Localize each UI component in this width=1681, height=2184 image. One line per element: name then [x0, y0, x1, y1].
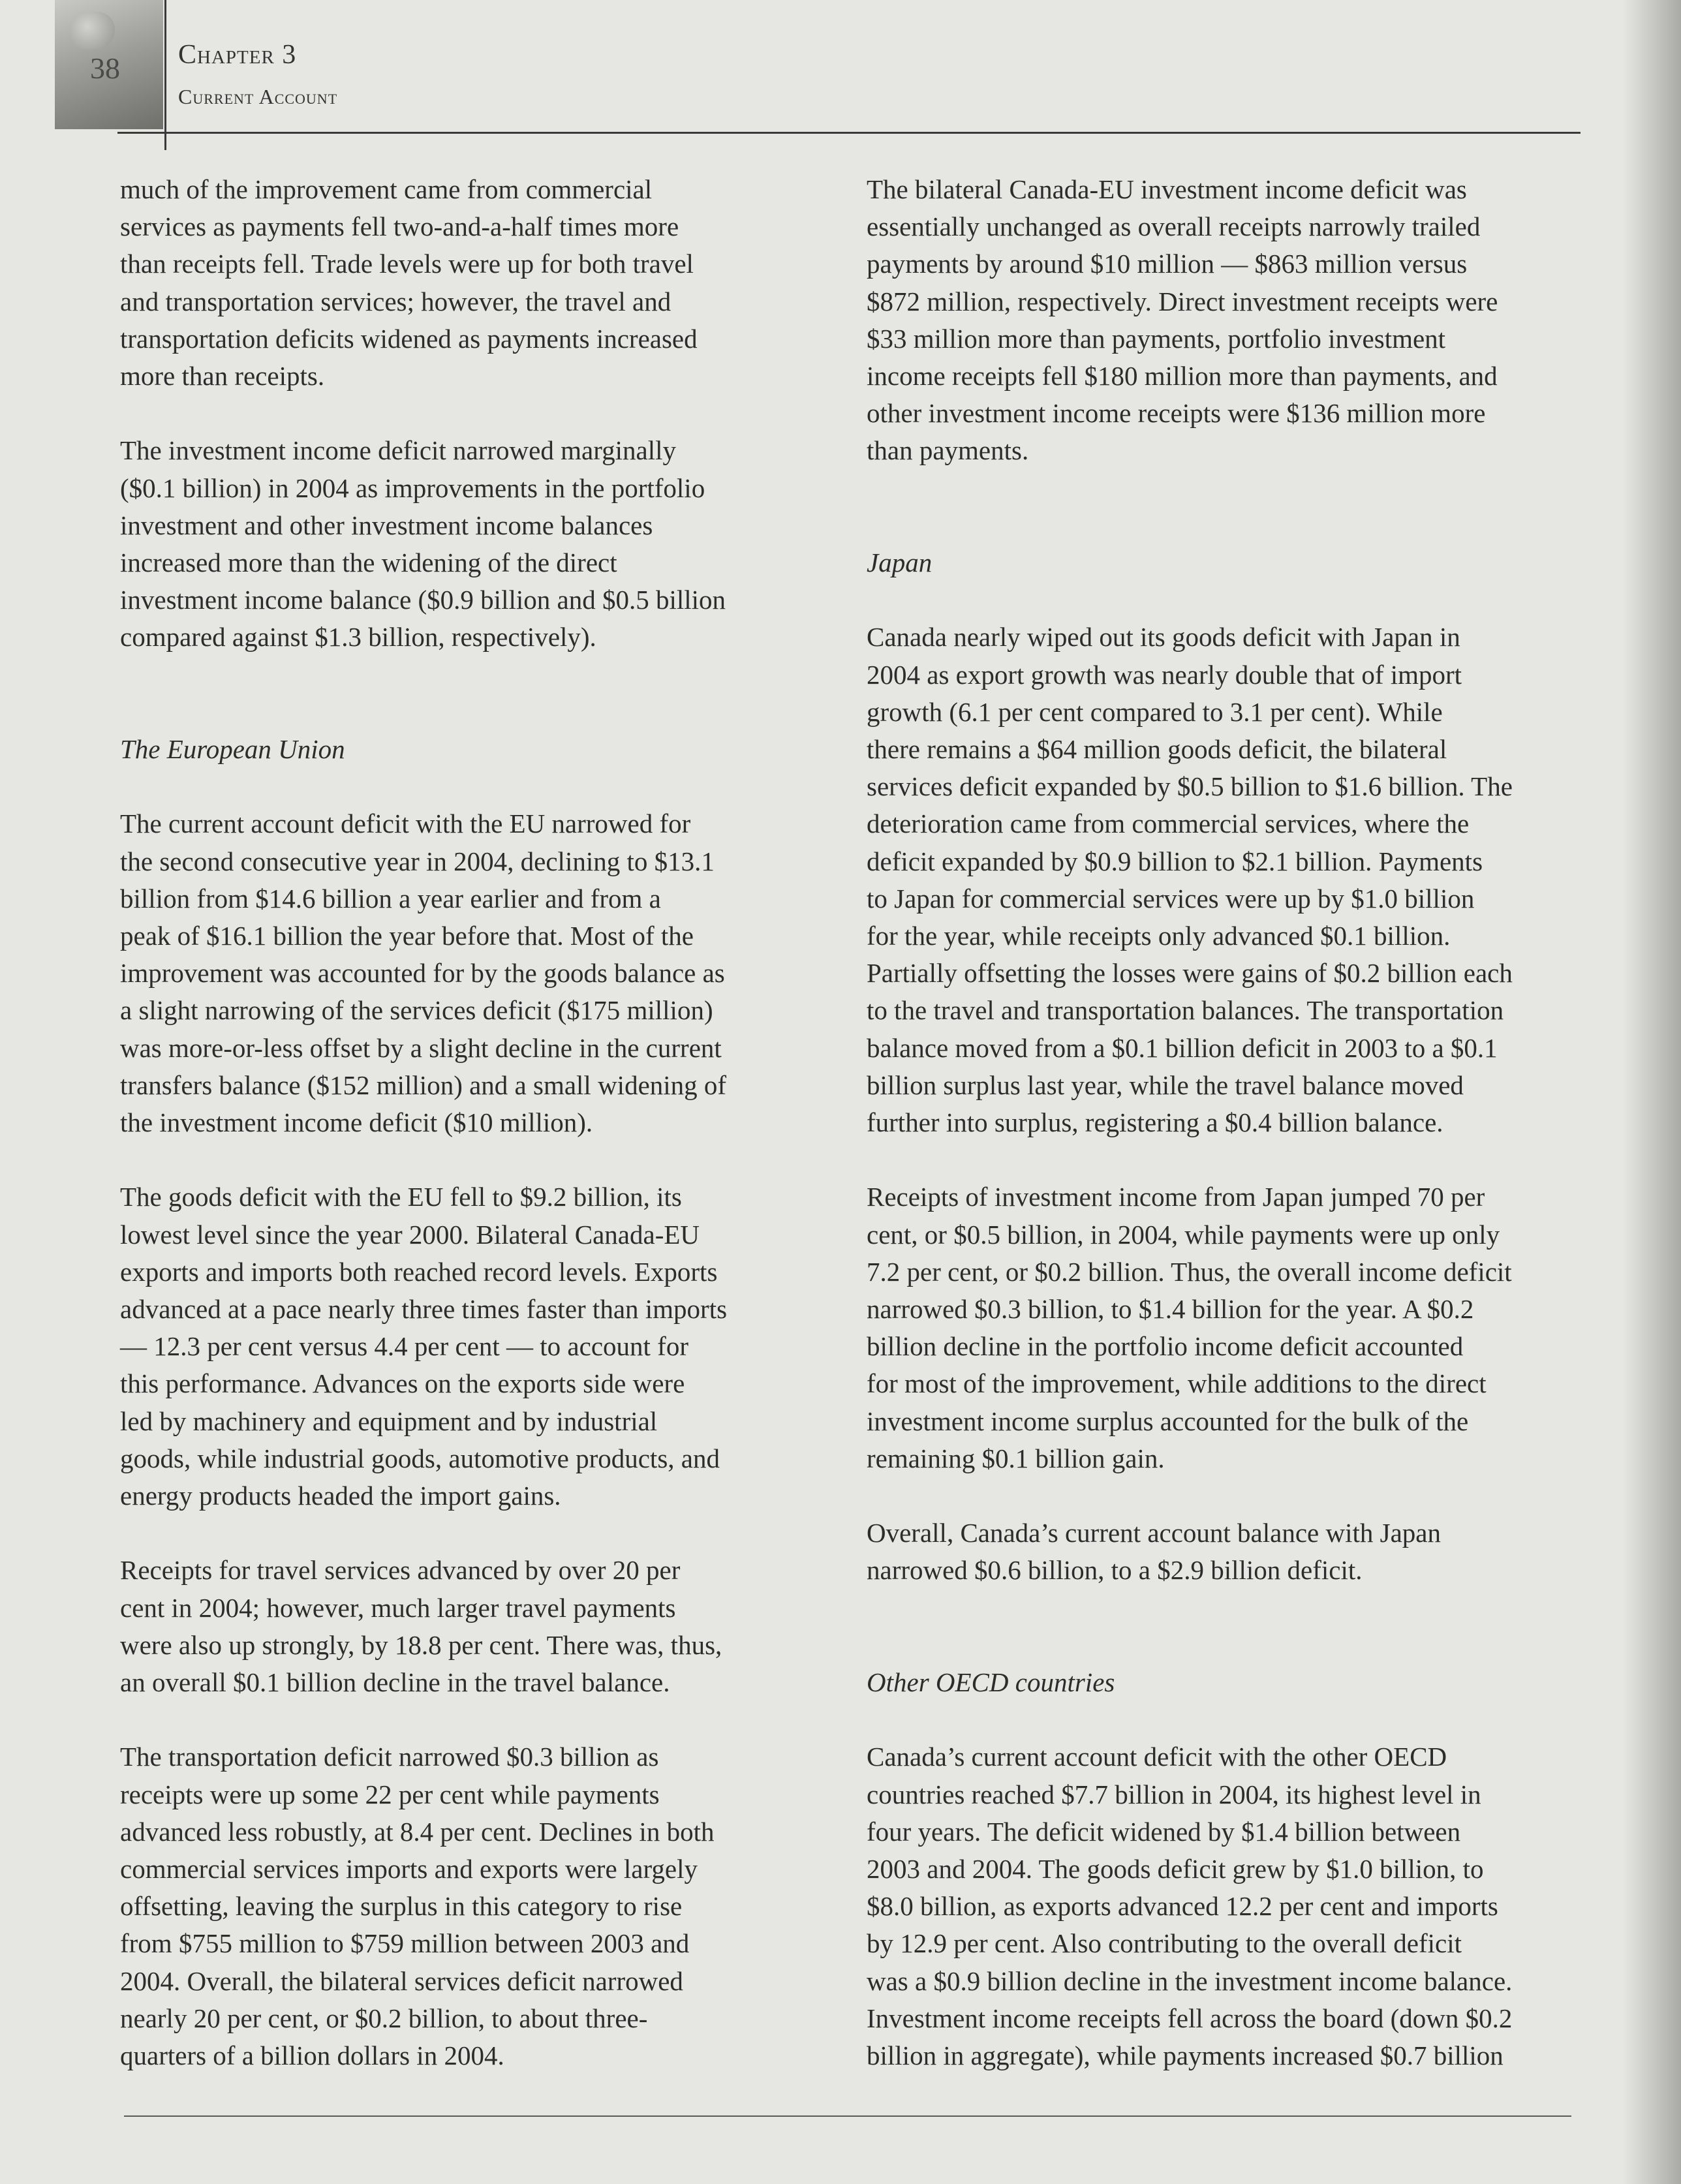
text-line: The current account deficit with the EU narrowed for [120, 808, 691, 839]
text-line: transfers balance ($152 million) and a small widening of [120, 1069, 727, 1100]
footer-rule [124, 2115, 1571, 2117]
text-line: deficit expanded by $0.9 billion to $2.1 billion. Payments [867, 846, 1483, 876]
text-line: cent in 2004; however, much larger travel payments [120, 1592, 676, 1623]
text-line: narrowed $0.3 billion, to $1.4 billion for the year. A $0.2 [867, 1294, 1474, 1325]
text-line: $33 million more than payments, portfolio investment [867, 323, 1446, 354]
text-line: billion from $14.6 billion a year earlier and from a [120, 883, 661, 914]
text-line: growth (6.1 per cent compared to 3.1 per cent). While [867, 696, 1443, 727]
photo-image [69, 12, 115, 50]
text-line: deterioration came from commercial services, where the [867, 808, 1470, 839]
text-line: to Japan for commercial services were up by $1.0 billion [867, 883, 1475, 914]
text-line: was more-or-less offset by a slight decline in the current [120, 1032, 722, 1063]
header-rule [117, 132, 1581, 134]
page-number: 38 [90, 52, 120, 85]
text-line: balance moved from a $0.1 billion deficit in 2003 to a $0.1 [867, 1032, 1498, 1063]
text-line: transportation deficits widened as payments increased [120, 323, 698, 354]
text-line: much of the improvement came from commercial [120, 174, 653, 204]
text-line: was a $0.9 billion decline in the investment income balance. [867, 1965, 1513, 1996]
text-line: increased more than the widening of the direct [120, 547, 617, 578]
text-line: compared against $1.3 billion, respectively). [120, 622, 596, 653]
text-line: for most of the improvement, while additions to the direct [867, 1368, 1487, 1399]
text-line: Overall, Canada’s current account balance with Japan [867, 1518, 1441, 1548]
text-line: essentially unchanged as overall receipts narrowly trailed [867, 211, 1481, 242]
text-line: 2004 as export growth was nearly double that of import [867, 659, 1462, 690]
text-line: investment income surplus accounted for the bulk of the [867, 1406, 1469, 1436]
text-line: billion in aggregate), while payments increased $0.7 billion [867, 2040, 1504, 2071]
paragraph-spacer [120, 768, 838, 805]
text-line: a slight narrowing of the services deficit ($175 million) [120, 995, 713, 1026]
text-line: energy products headed the import gains. [120, 1481, 561, 1511]
text-line: than payments. [867, 435, 1029, 466]
text-line: advanced at a pace nearly three times faster than imports [120, 1294, 728, 1325]
text-line: peak of $16.1 billion the year before that. Most of the [120, 921, 694, 951]
paragraph-spacer [120, 694, 838, 731]
paragraph-spacer [867, 470, 1584, 507]
text-line: billion decline in the portfolio income deficit accounted [867, 1331, 1464, 1362]
text-line: income receipts fell $180 million more than payments, and [867, 361, 1498, 392]
text-line: Partially offsetting the losses were gains of $0.2 billion each [867, 958, 1513, 989]
paragraph-spacer [867, 1590, 1584, 1627]
text-line: investment income balance ($0.9 billion and $0.5 billion [120, 585, 726, 615]
right-column [867, 171, 1584, 2074]
paragraph-spacer [120, 656, 838, 694]
text-line: were also up strongly, by 18.8 per cent. There was, thus, [120, 1629, 722, 1660]
section-heading: Japan [867, 547, 933, 577]
text-line: receipts were up some 22 per cent while payments [120, 1779, 660, 1809]
text-line: services as payments fell two-and-a-half times more [120, 211, 679, 242]
text-line: countries reached $7.7 billion in 2004, its highest level in [867, 1779, 1481, 1809]
text-line: — 12.3 per cent versus 4.4 per cent — to account for [120, 1331, 688, 1362]
text-line: commercial services imports and exports were largely [120, 1854, 698, 1884]
text-line: offsetting, leaving the surplus in this category to rise [120, 1891, 683, 1922]
text-line: an overall $0.1 billion decline in the travel balance. [120, 1667, 670, 1698]
text-line: lowest level since the year 2000. Bilateral Canada-EU [120, 1219, 700, 1250]
text-line: goods, while industrial goods, automotive products, and [120, 1443, 720, 1473]
text-line: the investment income deficit ($10 million). [120, 1107, 593, 1138]
text-line: The goods deficit with the EU fell to $9.2 billion, its [120, 1182, 682, 1212]
header-vertical-rule [164, 0, 166, 150]
left-column [120, 171, 838, 2074]
text-line: 7.2 per cent, or $0.2 billion. Thus, the overall income deficit [867, 1256, 1512, 1287]
text-line: this performance. Advances on the exports side were [120, 1368, 685, 1399]
text-line: Receipts for travel services advanced by over 20 per [120, 1555, 681, 1586]
paragraph-spacer [867, 1701, 1584, 1738]
paragraph-spacer [867, 507, 1584, 544]
paragraph-spacer [867, 1627, 1584, 1664]
text-line: $8.0 billion, as exports advanced 12.2 per cent and imports [867, 1891, 1498, 1922]
text-line: cent, or $0.5 billion, in 2004, while payments were up only [867, 1219, 1500, 1250]
text-line: services deficit expanded by $0.5 billion to $1.6 billion. The [867, 771, 1513, 802]
paragraph-spacer [120, 1141, 838, 1178]
section-heading: Other OECD countries [867, 1667, 1115, 1698]
text-line: ($0.1 billion) in 2004 as improvements in the portfolio [120, 472, 705, 503]
text-line: four years. The deficit widened by $1.4 billion between [867, 1816, 1461, 1847]
text-line: 2004. Overall, the bilateral services deficit narrowed [120, 1965, 683, 1996]
paragraph-spacer [120, 395, 838, 432]
text-line: investment and other investment income balances [120, 510, 653, 540]
text-line: billion surplus last year, while the travel balance moved [867, 1069, 1464, 1100]
text-line: quarters of a billion dollars in 2004. [120, 2040, 504, 2071]
page-edge-shadow [1622, 0, 1681, 2184]
text-line: there remains a $64 million goods deficit, the bilateral [867, 734, 1447, 764]
text-line: remaining $0.1 billion gain. [867, 1443, 1165, 1473]
text-line: from $755 million to $759 million between 2003 and [120, 1928, 690, 1959]
text-line: and transportation services; however, the travel and [120, 286, 671, 316]
text-line: The transportation deficit narrowed $0.3 billion as [120, 1742, 659, 1772]
text-line: narrowed $0.6 billion, to a $2.9 billion deficit. [867, 1555, 1363, 1586]
text-line: for the year, while receipts only advanced $0.1 billion. [867, 921, 1451, 951]
text-line: exports and imports both reached record levels. Exports [120, 1256, 718, 1287]
paragraph-spacer [120, 1515, 838, 1552]
text-line: Canada nearly wiped out its goods deficit with Japan in [867, 622, 1460, 653]
paragraph-spacer [867, 1477, 1584, 1515]
text-line: The bilateral Canada-EU investment income deficit was [867, 174, 1467, 204]
text-line: The investment income deficit narrowed marginally [120, 435, 676, 466]
text-line: Receipts of investment income from Japan jumped 70 per [867, 1182, 1485, 1212]
section-label: Current Account [178, 85, 338, 108]
text-line: Canada’s current account deficit with the other OECD [867, 1742, 1447, 1772]
paragraph-spacer [867, 1141, 1584, 1178]
text-line: improvement was accounted for by the goods balance as [120, 958, 725, 989]
text-line: more than receipts. [120, 361, 325, 392]
text-line: further into surplus, registering a $0.4 billion balance. [867, 1107, 1443, 1138]
text-line: the second consecutive year in 2004, declining to $13.1 [120, 846, 715, 876]
text-line: nearly 20 per cent, or $0.2 billion, to about three- [120, 2003, 648, 2033]
text-line: advanced less robustly, at 8.4 per cent. Declines in both [120, 1816, 715, 1847]
text-line: other investment income receipts were $136 million more [867, 398, 1486, 429]
text-line: Investment income receipts fell across the board (down $0.2 [867, 2003, 1513, 2033]
paragraph-spacer [120, 1701, 838, 1738]
section-heading: The European Union [120, 734, 345, 764]
text-line: 2003 and 2004. The goods deficit grew by $1.0 billion, to [867, 1854, 1484, 1884]
text-line: $872 million, respectively. Direct investment receipts were [867, 286, 1498, 316]
text-line: than receipts fell. Trade levels were up for both travel [120, 249, 694, 279]
text-line: to the travel and transportation balances. The transportation [867, 995, 1504, 1026]
text-line: by 12.9 per cent. Also contributing to the overall deficit [867, 1928, 1462, 1959]
chapter-label: Chapter 3 [178, 40, 297, 70]
paragraph-spacer [867, 581, 1584, 619]
text-line: led by machinery and equipment and by industrial [120, 1406, 658, 1436]
text-line: payments by around $10 million — $863 million versus [867, 249, 1468, 279]
